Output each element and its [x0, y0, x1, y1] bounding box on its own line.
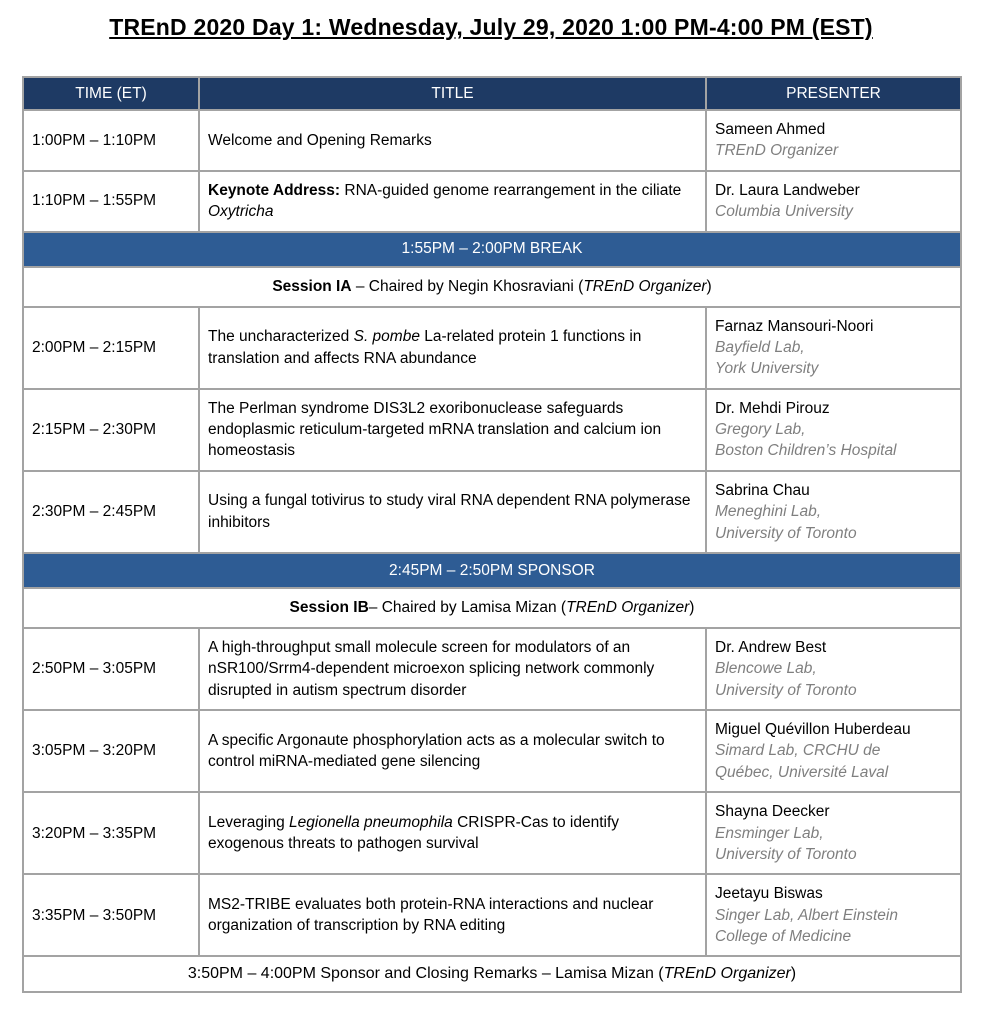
item-row: [23, 792, 961, 874]
item-row: [23, 307, 961, 389]
text-segment: 3:50PM – 4:00PM Sponsor and Closing Remarks – Lamisa Mizan (: [187, 965, 664, 983]
title-cell: [199, 628, 706, 710]
presenter-cell: [706, 792, 961, 874]
text-segment: Session IA: [272, 277, 352, 295]
title-cell: [199, 792, 706, 874]
presenter-affiliation: Singer Lab, Albert Einstein College of Medicine: [715, 906, 898, 945]
banner-row: [23, 232, 961, 267]
presenter-cell: [706, 307, 961, 389]
text-segment: – Chaired by Lamisa Mizan (: [368, 599, 567, 617]
time-cell: 1:00PM – 1:10PM: [23, 110, 199, 171]
page-title: TREnD 2020 Day 1: Wednesday, July 29, 2020 1:00 PM-4:00 PM (EST): [109, 14, 873, 40]
presenter-affiliation: Columbia University: [715, 203, 853, 221]
presenter-cell: [706, 710, 961, 792]
table-header: [23, 77, 961, 110]
presenter-cell: [706, 874, 961, 956]
presenter-cell: [706, 471, 961, 553]
text-segment: A specific Argonaute phosphorylation acts as a molecular switch to control miRNA-mediated gene silencing: [208, 731, 665, 771]
footer-cell: [23, 956, 961, 992]
item-row: [23, 874, 961, 956]
title-cell: [199, 471, 706, 553]
item-row: [23, 171, 961, 232]
text-segment: TREnD Organizer: [566, 599, 690, 617]
presenter-affiliation: Blencowe Lab, University of Toronto: [715, 660, 857, 699]
time-cell: 2:50PM – 3:05PM: [23, 628, 199, 710]
time-cell: 2:15PM – 2:30PM: [23, 389, 199, 471]
text-segment: CRISPR-Cas to identify exogenous threats to pathogen survival: [208, 813, 620, 853]
item-row: [23, 628, 961, 710]
column-header: TITLE: [199, 77, 706, 110]
presenter-affiliation: Bayfield Lab, York University: [715, 338, 819, 378]
session-header-cell: [23, 588, 961, 628]
title-cell: [199, 171, 706, 232]
presenter-cell: [706, 628, 961, 710]
presenter-name: Sameen Ahmed: [715, 121, 826, 138]
session-row: [23, 267, 961, 307]
time-cell: 3:05PM – 3:20PM: [23, 710, 199, 792]
item-row: [23, 110, 961, 171]
item-row: [23, 710, 961, 792]
presenter-name: Farnaz Mansouri-Noori: [715, 317, 874, 335]
time-cell: 3:35PM – 3:50PM: [23, 874, 199, 956]
text-segment: ): [689, 599, 695, 617]
text-segment: Leveraging: [208, 813, 290, 831]
header-row: [23, 77, 961, 110]
footer-row: [23, 956, 961, 992]
text-segment: The uncharacterized: [208, 328, 354, 346]
text-segment: ): [706, 277, 712, 295]
presenter-name: Dr. Laura Landweber: [715, 181, 860, 199]
text-segment: Session IB: [289, 599, 369, 617]
text-segment: Legionella pneumophila: [289, 813, 453, 831]
text-segment: RNA-guided genome rearrangement in the ciliate: [340, 181, 682, 199]
text-segment: TREnD Organizer: [583, 277, 707, 295]
presenter-name: Shayna Deecker: [715, 803, 830, 821]
text-segment: – Chaired by Negin Khosraviani (: [351, 277, 584, 295]
presenter-cell: [706, 389, 961, 471]
title-cell: [199, 307, 706, 389]
time-cell: 2:00PM – 2:15PM: [23, 307, 199, 389]
presenter-affiliation: Gregory Lab, Boston Children’s Hospital: [715, 421, 897, 460]
presenter-name: Dr. Andrew Best: [715, 638, 827, 656]
text-segment: Welcome and Opening Remarks: [208, 131, 432, 149]
item-row: [23, 389, 961, 471]
item-row: [23, 471, 961, 553]
time-cell: 3:20PM – 3:35PM: [23, 792, 199, 874]
table-body: [23, 110, 961, 992]
column-header: TIME (ET): [23, 77, 199, 110]
text-segment: S. pombe: [353, 328, 420, 346]
text-segment: ): [790, 965, 797, 983]
column-header: PRESENTER: [706, 77, 961, 110]
presenter-name: Dr. Mehdi Pirouz: [715, 399, 830, 417]
session-row: [23, 588, 961, 628]
text-segment: TREnD Organizer: [663, 965, 791, 983]
text-segment: Using a fungal totivirus to study viral RNA dependent RNA polymerase inhibitors: [208, 492, 691, 531]
text-segment: A high-throughput small molecule screen for modulators of an nSR100/Srrm4-dependent microexon splicing network commonly disrupted in autism spectrum disorder: [208, 638, 655, 699]
presenter-affiliation: TREnD Organizer: [715, 142, 839, 160]
text-segment: Oxytricha: [208, 203, 274, 221]
title-cell: [199, 874, 706, 956]
text-segment: MS2-TRIBE evaluates both protein-RNA interactions and nuclear organization of transcription by RNA editing: [208, 895, 654, 935]
presenter-cell: [706, 171, 961, 232]
time-cell: 1:10PM – 1:55PM: [23, 171, 199, 232]
banner-cell: 1:55PM – 2:00PM BREAK: [23, 232, 961, 267]
presenter-affiliation: Meneghini Lab, University of Toronto: [715, 503, 857, 542]
presenter-affiliation: Ensminger Lab, University of Toronto: [715, 824, 857, 863]
text-segment: La-related protein 1 functions in translation and affects RNA abundance: [208, 328, 642, 367]
presenter-name: Miguel Quévillon Huberdeau: [715, 721, 911, 738]
session-header-cell: [23, 267, 961, 307]
title-cell: [199, 389, 706, 471]
presenter-name: Jeetayu Biswas: [715, 885, 823, 903]
title-cell: [199, 110, 706, 171]
title-cell: [199, 710, 706, 792]
presenter-cell: [706, 110, 961, 171]
banner-cell: 2:45PM – 2:50PM SPONSOR: [23, 553, 961, 588]
presenter-affiliation: Simard Lab, CRCHU de Québec, Université Laval: [715, 742, 889, 781]
text-segment: Keynote Address:: [208, 181, 341, 199]
schedule-table: [22, 76, 962, 993]
banner-row: [23, 553, 961, 588]
time-cell: 2:30PM – 2:45PM: [23, 471, 199, 553]
text-segment: The Perlman syndrome DIS3L2 exoribonuclease safeguards endoplasmic reticulum-targeted mRNA translation and calcium ion homeostasis: [208, 399, 662, 460]
presenter-name: Sabrina Chau: [715, 481, 810, 499]
